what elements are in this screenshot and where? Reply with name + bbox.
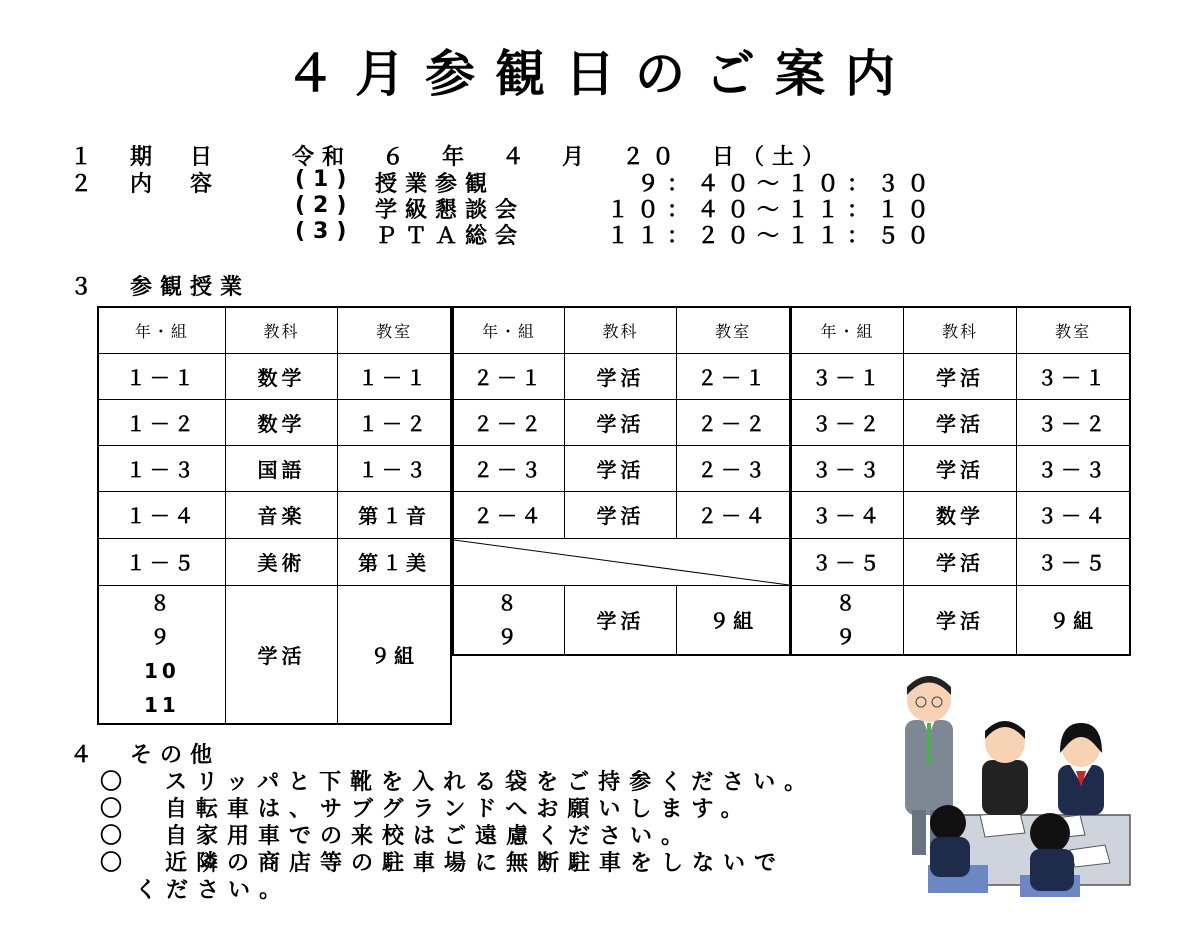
header-subject: 教科 [225,307,337,353]
class-number: ９ [835,624,860,649]
section3-label: ３ 参観授業 [70,275,251,300]
class-number: 10 [143,659,180,684]
class-cell: ２－４ [453,491,564,538]
table-row [98,585,451,724]
schedule-name-1: 授業参観 [375,172,496,197]
subject-cell: 音楽 [225,491,337,538]
subject-cell: 数学 [225,353,337,399]
room-cell: １－１ [338,353,451,399]
class-cell: １－５ [98,538,225,585]
table-row [791,399,1130,445]
note-bullet: 〇 [100,824,132,849]
header-subject: 教科 [903,307,1016,353]
note-2: 自転車は、サブグランドへお願いします。 [165,797,752,822]
room-cell: ２－３ [677,445,790,491]
room-cell: 第１美 [338,538,451,585]
subject-cell: 学活 [564,445,676,491]
table-row [98,491,451,538]
room-cell: ３－２ [1017,399,1130,445]
header-room: 教室 [338,307,451,353]
subject-cell: 学活 [564,491,676,538]
subject-cell: 学活 [225,585,337,724]
table-row [791,585,1130,655]
schedule-name-3: ＰＴＡ総会 [375,224,526,249]
class-cell [98,585,225,724]
class-cell: ３－５ [791,538,903,585]
room-cell: ２－４ [677,491,790,538]
note-3: 自家用車での来校はご遠慮ください。 [165,824,693,849]
header-class: 年・組 [453,307,564,353]
note-4: 近隣の商店等の駐車場に無断駐車をしないで [165,851,786,876]
class-cell [453,585,564,655]
header-room: 教室 [1017,307,1130,353]
table-row [791,353,1130,399]
class-number: ９ [496,624,521,649]
note-bullet: 〇 [100,851,132,876]
schedule-no-1: (1) [295,167,355,192]
table-header-row [98,307,451,353]
table-row [453,491,790,538]
class-cell: ２－２ [453,399,564,445]
class-cell: ２－１ [453,353,564,399]
grade3-table [790,306,1131,656]
room-cell: １－２ [338,399,451,445]
room-cell: ２－２ [677,399,790,445]
table-row [453,445,790,491]
grade1-table [97,306,452,725]
class-cell: ３－２ [791,399,903,445]
class-cell: ２－３ [453,445,564,491]
class-cell [791,585,903,655]
schedule-no-3: (3) [295,219,355,244]
room-cell: １－３ [338,445,451,491]
subject-cell: 学活 [564,399,676,445]
header-class: 年・組 [791,307,903,353]
schedule-no-2: (2) [295,193,355,218]
class-number: ８ [835,590,860,615]
page-title: ４月参観日のご案内 [285,45,915,103]
table-row [98,399,451,445]
room-cell: ９組 [677,585,790,655]
diagonal-strike [454,539,789,586]
subject-cell: 数学 [903,491,1016,538]
table-row [453,399,790,445]
room-cell: ３－５ [1017,538,1130,585]
empty-row [453,538,790,585]
room-cell: ３－１ [1017,353,1130,399]
meeting-illustration [890,665,1135,910]
table-row [98,445,451,491]
class-cell: ３－１ [791,353,903,399]
class-cell: ３－４ [791,491,903,538]
subject-cell: 学活 [903,585,1016,655]
table-row [98,538,451,585]
room-cell: 第１音 [338,491,451,538]
table-row [98,353,451,399]
schedule-time-1: ９：４０～１０：３０ [607,172,938,197]
class-cell: ３－３ [791,445,903,491]
table-row [791,445,1130,491]
header-room: 教室 [677,307,790,353]
class-cell: １－３ [98,445,225,491]
subject-cell: 学活 [903,538,1016,585]
schedule-name-2: 学級懇談会 [375,198,526,223]
subject-cell: 国語 [225,445,337,491]
subject-cell: 学活 [903,353,1016,399]
table-row [791,491,1130,538]
note-bullet: 〇 [100,770,132,795]
subject-cell: 美術 [225,538,337,585]
class-cell: １－４ [98,491,225,538]
date-label: １ 期 日 [70,145,221,170]
room-cell: ２－１ [677,353,790,399]
content-label: ２ 内 容 [70,172,221,197]
grade2-table [452,306,791,656]
header-class: 年・組 [98,307,225,353]
class-number: ９ [149,625,174,650]
empty-cell [453,538,790,585]
class-number: ８ [496,590,521,615]
class-cell: １－２ [98,399,225,445]
table-header-row [453,307,790,353]
table-row [453,585,790,655]
subject-cell: 学活 [903,445,1016,491]
table-row [791,538,1130,585]
note-bullet: 〇 [100,797,132,822]
class-number: 11 [143,693,180,718]
subject-cell: 数学 [225,399,337,445]
room-cell: ９組 [338,585,451,724]
schedule-time-2: １０：４０～１１：１０ [607,198,938,223]
room-cell: ３－３ [1017,445,1130,491]
room-cell: ９組 [1017,585,1130,655]
subject-cell: 学活 [564,353,676,399]
subject-cell: 学活 [903,399,1016,445]
class-cell: １－１ [98,353,225,399]
class-number: ８ [149,591,174,616]
table-header-row [791,307,1130,353]
note-1: スリッパと下靴を入れる袋をご持参ください。 [165,770,816,795]
note-4-continuation: ください。 [135,878,291,903]
others-label: ４ その他 [70,743,221,768]
header-subject: 教科 [564,307,676,353]
room-cell: ３－４ [1017,491,1130,538]
table-row [453,353,790,399]
date-value: 令和 ６ 年 ４ 月 ２０ 日（土） [292,145,833,170]
schedule-time-3: １１：２０～１１：５０ [607,224,938,249]
subject-cell: 学活 [564,585,676,655]
